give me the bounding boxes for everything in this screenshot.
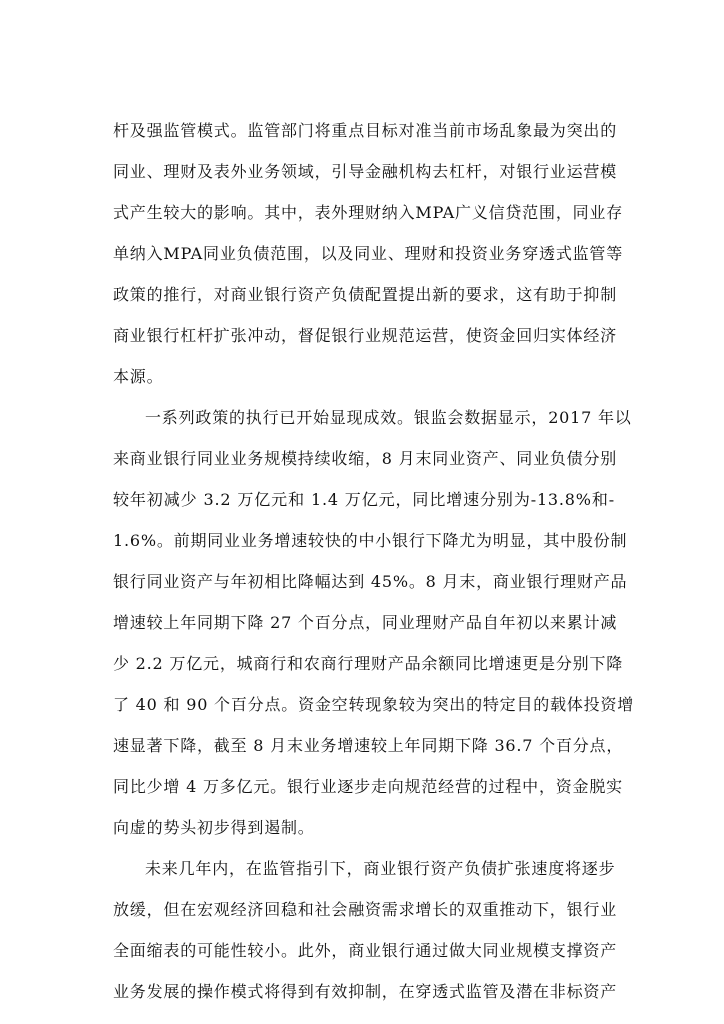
paragraph-line: 同比少增 4 万多亿元。银行业逐步走向规范经营的过程中，资金脱实 <box>113 777 623 796</box>
paragraph-line: 较年初减少 3.2 万亿元和 1.4 万亿元，同比增速分别为-13.8%和- <box>113 490 615 509</box>
paragraph-line: 增速较上年同期下降 27 个百分点，同业理财产品自年初以来累计减 <box>113 613 618 632</box>
paragraph-line: 1.6%。前期同业业务增速较快的中小银行下降尤为明显，其中股份制 <box>113 531 628 550</box>
paragraph-line: 了 40 和 90 个百分点。资金空转现象较为突出的特定目的载体投资增 <box>113 695 635 714</box>
paragraph-line: 本源。 <box>113 367 164 386</box>
paragraph-line: 银行同业资产与年初相比降幅达到 45%。8 月末，商业银行理财产品 <box>113 572 628 591</box>
paragraph-line: 速显著下降，截至 8 月末业务增速较上年同期下降 36.7 个百分点， <box>113 736 624 755</box>
paragraph-line: 业务发展的操作模式将得到有效抑制，在穿透式监管及潜在非标资产 <box>113 982 618 1001</box>
paragraph-line: 同业、理财及表外业务领域，引导金融机构去杠杆，对银行业运营模 <box>113 162 618 181</box>
paragraph-line: 杆及强监管模式。监管部门将重点目标对准当前市场乱象最为突出的 <box>113 121 618 140</box>
paragraph-line: 商业银行杠杆扩张冲动，督促银行业规范运营，使资金回归实体经济 <box>113 326 618 345</box>
paragraph-first-line: 未来几年内，在监管指引下，商业银行资产负债扩张速度将逐步 <box>145 859 616 878</box>
paragraph-line: 全面缩表的可能性较小。此外，商业银行通过做大同业规模支撑资产 <box>113 941 618 960</box>
paragraph-line: 单纳入MPA同业负债范围，以及同业、理财和投资业务穿透式监管等 <box>113 244 624 263</box>
paragraph-line: 政策的推行，对商业银行资产负债配置提出新的要求，这有助于抑制 <box>113 285 618 304</box>
paragraph-line: 式产生较大的影响。其中，表外理财纳入MPA广义信贷范围，同业存 <box>113 203 624 222</box>
paragraph-line: 放缓，但在宏观经济回稳和社会融资需求增长的双重推动下，银行业 <box>113 900 618 919</box>
paragraph-line: 来商业银行同业业务规模持续收缩，8 月末同业资产、同业负债分别 <box>113 449 618 468</box>
paragraph-line: 向虚的势头初步得到遏制。 <box>113 818 315 837</box>
paragraph-line: 少 2.2 万亿元，城商行和农商行理财产品余额同比增速更是分别下降 <box>113 654 624 673</box>
paragraph-first-line: 一系列政策的执行已开始显现成效。银监会数据显示，2017 年以 <box>145 408 632 427</box>
